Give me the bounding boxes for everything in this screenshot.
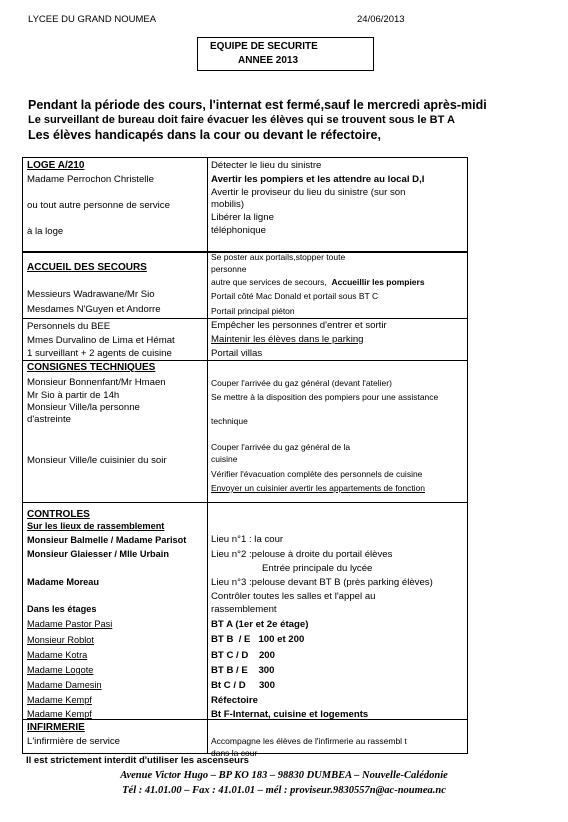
- infirmerie-person: L'infirmière de service: [27, 736, 121, 747]
- infirmerie-task: Accompagne les élèves de l'infirmerie au rassembl t: [211, 736, 407, 746]
- controles-person-2: Monsieur Glaiesser / Mlle Urbain: [27, 549, 169, 559]
- loge-location: à la loge: [27, 226, 64, 237]
- bee-staff: 1 surveillant + 2 agents de cuisine: [27, 348, 172, 359]
- controles-floor-4: BT B / E 300: [211, 665, 275, 676]
- row-separator: [23, 318, 467, 319]
- bee-task-3: Portail villas: [211, 348, 263, 359]
- consignes-task-2: Se mettre à la disposition des pompiers pour une assistance: [211, 392, 439, 402]
- controles-floor-2: BT B / E 100 et 200: [211, 634, 305, 645]
- consignes-task-4: Vérifier l'évacuation complète des personnels de cuisine: [211, 469, 423, 479]
- controles-subtitle: Sur les lieux de rassemblement: [27, 521, 165, 531]
- title-box: [197, 37, 374, 71]
- school-name: LYCEE DU GRAND NOUMEA: [28, 14, 157, 25]
- bee-task-1: Empêcher les personnes d'entrer et sortir: [211, 320, 387, 331]
- accueil-task-1b: personne: [211, 264, 247, 274]
- intro-line-1: Pendant la période des cours, l'internat est fermé,sauf le mercredi après-midi: [28, 98, 487, 112]
- consignes-person-4: Monsieur Ville/le cuisinier du soir: [27, 455, 167, 466]
- controles-person-10: Madame Kempf: [27, 709, 92, 719]
- controles-person-1: Monsieur Balmelle / Madame Parisot: [27, 535, 187, 545]
- loge-task-4b: téléphonique: [211, 225, 266, 236]
- accueil-task-2-text: autre que services de secours,: [211, 277, 327, 287]
- footer-address: Avenue Victor Hugo – BP KO 183 – 98830 DUMBEA – Nouvelle-Calédonie: [120, 770, 448, 781]
- section-title-loge: LOGE A/210: [27, 160, 85, 171]
- controles-floor-6: Réfectoire: [211, 695, 258, 706]
- controles-floors-label: Dans les étages: [27, 604, 97, 614]
- section-title-consignes: CONSIGNES TECHNIQUES: [27, 362, 156, 373]
- title-line-2: ANNEE 2013: [238, 55, 299, 66]
- bee-group: Personnels du BEE: [27, 321, 111, 332]
- consignes-task-2b: technique: [211, 416, 248, 426]
- row-separator: [23, 502, 467, 503]
- accueil-task-2: [211, 277, 425, 288]
- controles-place-2b: Entrée principale du lycée: [262, 563, 373, 574]
- title-line-1: EQUIPE DE SECURITE: [210, 41, 318, 52]
- infirmerie-task-b: dans la cour: [211, 748, 258, 758]
- intro-line-3: Les élèves handicapés dans la cour ou devant le réfectoire,: [28, 128, 381, 142]
- controles-floor-3: BT C / D 200: [211, 650, 275, 661]
- section-title-accueil: ACCUEIL DES SECOURS: [27, 262, 147, 273]
- controles-floor-7: Bt F-Internat, cuisine et logements: [211, 709, 369, 720]
- controles-task-rooms: Contrôler toutes les salles et l'appel au: [211, 591, 376, 602]
- loge-task-3b: mobilis): [211, 199, 245, 210]
- controles-person-8: Madame Damesin: [27, 680, 102, 690]
- loge-alternate: ou tout autre personne de service: [27, 200, 170, 211]
- controles-person-5: Monsieur Roblot: [27, 635, 94, 645]
- security-table: [22, 157, 468, 758]
- controles-person-3: Madame Moreau: [27, 577, 99, 587]
- controles-place-1: Lieu n°1 : la cour: [211, 534, 284, 545]
- consignes-task-3b: cuisine: [211, 454, 238, 464]
- controles-floor-5: Bt C / D 300: [211, 680, 275, 691]
- document-date: 24/06/2013: [357, 14, 405, 25]
- intro-line-2: Le surveillant de bureau doit faire évacuer les élèves qui se trouvent sous le BT A: [28, 114, 455, 126]
- controles-floor-1: BT A (1er et 2e étage): [211, 619, 309, 630]
- section-title-infirmerie: INFIRMERIE: [27, 722, 85, 733]
- bee-task-2: Maintenir les élèves dans le parking: [211, 334, 364, 345]
- accueil-task-1: Se poster aux portails,stopper toute: [211, 252, 346, 262]
- accueil-person-2: Mesdames N'Guyen et Andorre: [27, 304, 161, 315]
- loge-task-4: Libérer la ligne: [211, 212, 274, 223]
- loge-task-3: Avertir le proviseur du lieu du sinistre (sur son: [211, 187, 406, 198]
- consignes-person-3b: d'astreinte: [27, 414, 71, 425]
- accueil-task-2-bold: Accueillir les pompiers: [331, 277, 425, 287]
- bee-persons: Mmes Durvalino de Lima et Hémat: [27, 335, 175, 346]
- section-title-controles: CONTROLES: [27, 509, 90, 520]
- consignes-task-3: Couper l'arrivée du gaz général de la: [211, 442, 351, 452]
- elevator-notice: Il est strictement interdit d'utiliser les ascenseurs: [26, 755, 249, 766]
- column-divider: [207, 158, 208, 753]
- consignes-task-1: Couper l'arrivée du gaz général (devant l'atelier): [211, 378, 392, 388]
- footer-contact: Tél : 41.01.00 – Fax : 41.01.01 – mél : proviseur.9830557n@ac-noumea.nc: [122, 785, 446, 796]
- controles-person-9: Madame Kempf: [27, 695, 92, 705]
- loge-person: Madame Perrochon Christelle: [27, 174, 154, 185]
- consignes-person-2: Mr Sio à partir de 14h: [27, 390, 120, 401]
- row-separator: [23, 360, 467, 361]
- controles-person-7: Madame Logote: [27, 665, 94, 675]
- loge-task-2: Avertir les pompiers et les attendre au local D,I: [211, 174, 425, 185]
- loge-task-1: Détecter le lieu du sinistre: [211, 160, 322, 171]
- accueil-person-1: Messieurs Wadrawane/Mr Sio: [27, 289, 155, 300]
- controles-place-2: Lieu n°2 :pelouse à droite du portail élèves: [211, 549, 393, 560]
- controles-person-4: Madame Pastor Pasi: [27, 619, 113, 629]
- accueil-task-3: Portail côté Mac Donald et portail sous BT C: [211, 291, 379, 301]
- consignes-person-1: Monsieur Bonnenfant/Mr Hmaen: [27, 377, 166, 388]
- accueil-task-4: Portail principal piéton: [211, 306, 295, 316]
- consignes-person-3: Monsieur Ville/la personne: [27, 402, 140, 413]
- consignes-task-5: Envoyer un cuisinier avertir les appartements de fonction: [211, 483, 426, 493]
- controles-task-rooms-b: rassemblement: [211, 604, 277, 615]
- controles-place-3: Lieu n°3 :pelouse devant BT B (près parking élèves): [211, 577, 433, 588]
- controles-person-6: Madame Kotra: [27, 650, 88, 660]
